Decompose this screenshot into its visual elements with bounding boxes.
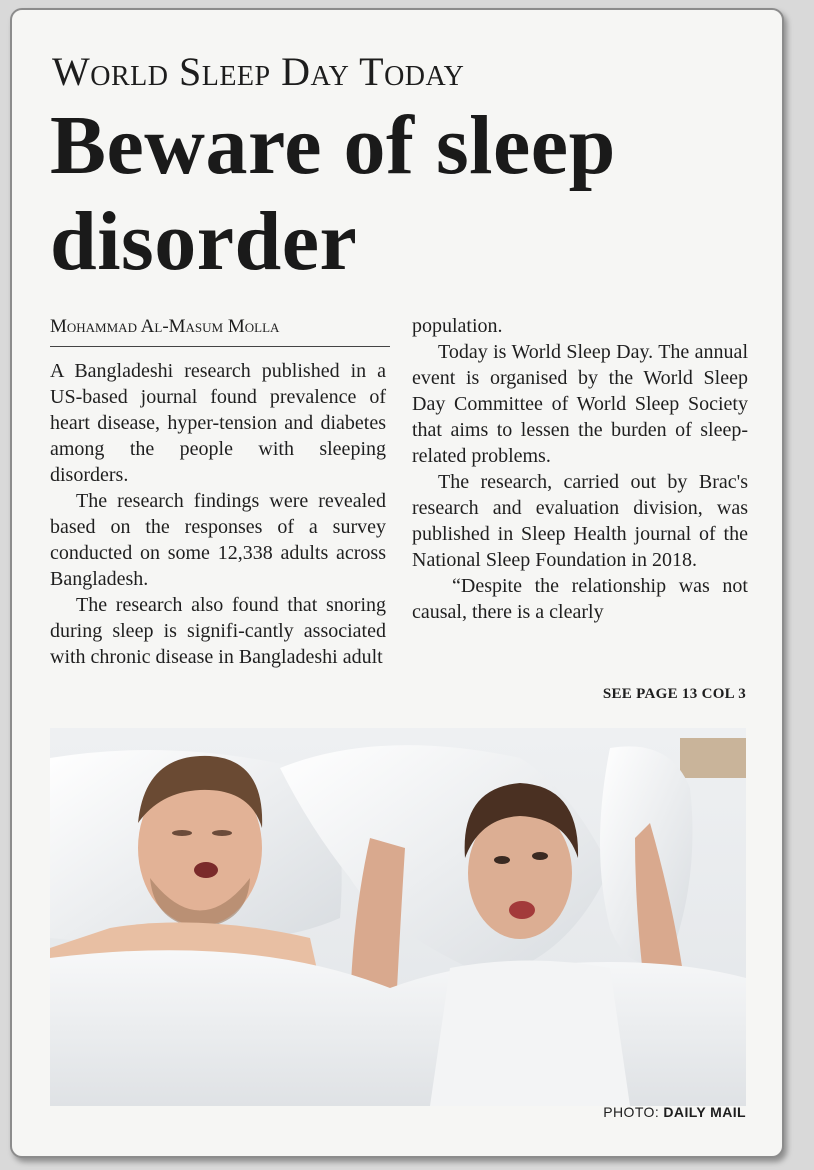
headline: Beware of sleep disorder [50, 99, 616, 288]
paragraph: population. [412, 315, 503, 337]
photo-credit-source: DAILY MAIL [663, 1104, 746, 1120]
article-photo [50, 728, 746, 1106]
paragraph: The research, carried out by Brac's research and evaluation division, was published in Sleep Health journal of the National Sleep Foundation in 2018. [412, 471, 748, 571]
article-column-left [50, 358, 386, 670]
byline: Mohammad Al-Masum Molla [50, 316, 390, 347]
paragraph: The research findings were revealed based on the responses of a survey conducted on some 12,338 adults across Bangladesh. [50, 490, 386, 590]
photo-credit [603, 1104, 746, 1120]
paragraph: “Despite the relationship was not causal, there is a clearly [412, 575, 748, 623]
kicker: World Sleep Day Today [52, 49, 465, 94]
paragraph: The research also found that snoring during sleep is signifi-cantly associated with chronic disease in Bangladeshi adult [50, 594, 386, 668]
photo-credit-label: PHOTO: [603, 1104, 660, 1120]
paragraph: Today is World Sleep Day. The annual event is organised by the World Sleep Day Committee of World Sleep Society that aims to lessen the burden of sleep-related problems. [412, 341, 748, 467]
article-column-right [412, 313, 748, 625]
couple-in-bed-illustration [50, 728, 746, 1106]
newspaper-clipping [10, 8, 784, 1158]
continuation-note: SEE PAGE 13 COL 3 [602, 686, 746, 702]
paragraph: A Bangladeshi research published in a US-based journal found prevalence of heart disease, hyper-tension and diabetes among the people with sleeping disorders. [50, 360, 386, 486]
